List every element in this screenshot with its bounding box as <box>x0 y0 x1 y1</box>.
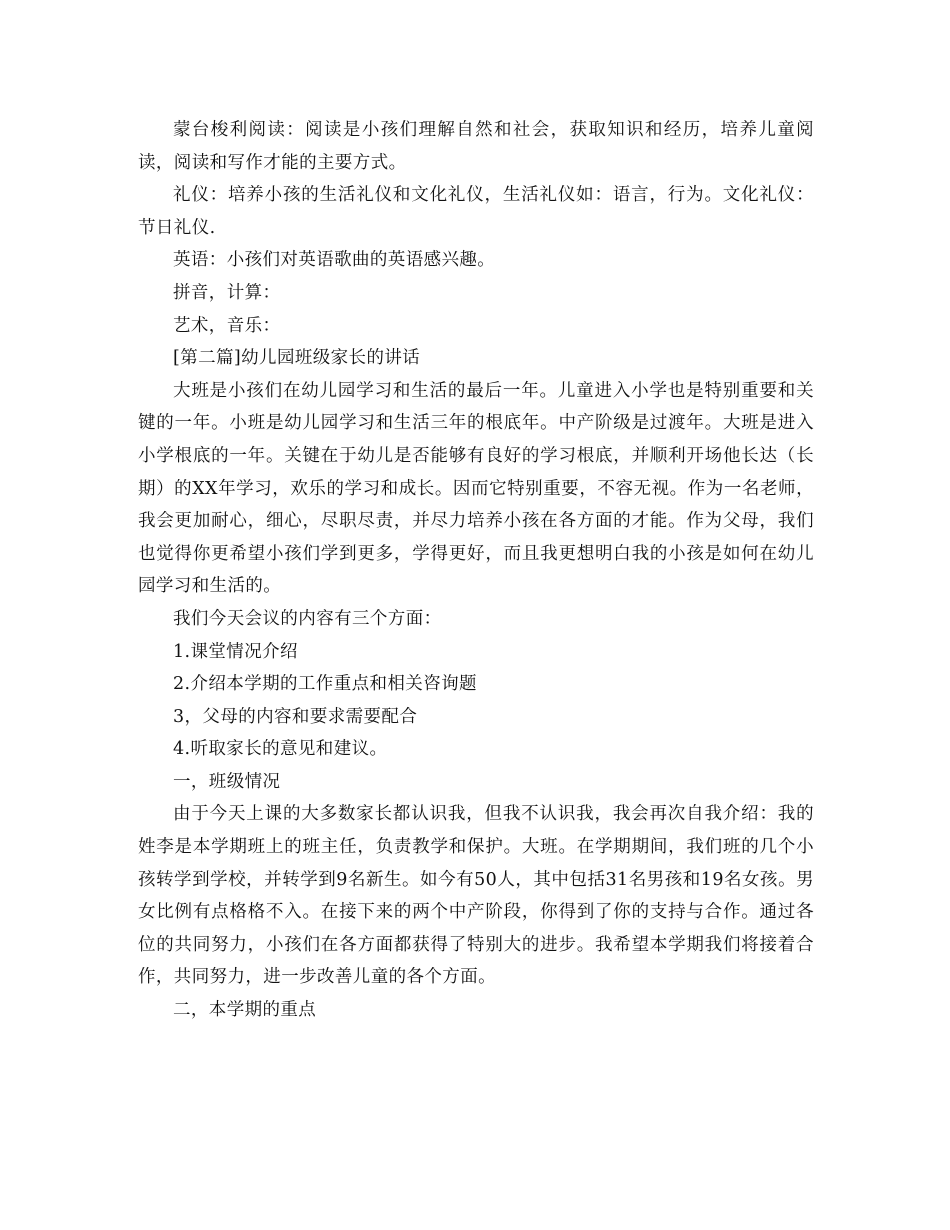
paragraph-class-situation: 由于今天上课的大多数家长都认识我，但我不认识我，我会再次自我介绍：我的姓李是本学期班上的班主任，负责教学和保护。大班。在学期期间，我们班的几个小孩转学到学校，并转学到9名新生。如今有50人，其中包括31名男孩和19名女孩。男女比例有点格格不入。在接下来的两个中产阶段，你得到了你的支持与合作。通过各位的共同努力，小孩们在各方面都获得了特别大的进步。我希望本学期我们将接着合作，共同努力，进一步改善儿童的各个方面。 <box>138 804 814 988</box>
paragraph-english: 英语：小孩们对英语歌曲的英语感兴趣。 <box>173 250 496 271</box>
section-heading-semester-focus: 二，本学期的重点 <box>173 1000 317 1021</box>
paragraph-art-music: 艺术，音乐： <box>173 315 281 336</box>
section-heading-second-article: [第二篇]幼儿园班级家长的讲话 <box>173 348 421 369</box>
paragraph-senior-class-intro: 大班是小孩们在幼儿园学习和生活的最后一年。儿童进入小学也是特别重要和关键的一年。小班是幼儿园学习和生活三年的根底年。中产阶级是过渡年。大班是进入小学根底的一年。关键在于幼儿是否能够有良好的学习根底，并顺利开场他长达（长期）的XX年学习，欢乐的学习和成长。因而它特别重要，不容无视。作为一名老师，我会更加耐心，细心，尽职尽责，并尽力培养小孩在各方面的才能。作为父母，我们也觉得你更希望小孩们学到更多，学得更好，而且我更想明白我的小孩是如何在幼儿园学习和生活的。 <box>138 380 814 597</box>
paragraph-pinyin-math: 拼音，计算： <box>173 282 281 303</box>
document-body <box>138 114 814 1027</box>
paragraph-meeting-agenda-intro: 我们今天会议的内容有三个方面： <box>173 608 442 629</box>
list-item-agenda-2: 2.介绍本学期的工作重点和相关咨询题 <box>173 674 477 695</box>
list-item-agenda-4: 4.听取家长的意见和建议。 <box>173 739 388 760</box>
paragraph-montessori-reading: 蒙台梭利阅读：阅读是小孩们理解自然和社会，获取知识和经历，培养儿童阅读，阅读和写作才能的主要方式。 <box>138 120 814 173</box>
list-item-agenda-3: 3，父母的内容和要求需要配合 <box>173 706 418 727</box>
list-item-agenda-1: 1.课堂情况介绍 <box>173 641 298 662</box>
section-heading-class-situation: 一，班级情况 <box>173 771 281 792</box>
paragraph-etiquette: 礼仪：培养小孩的生活礼仪和文化礼仪，生活礼仪如：语言，行为。文化礼仪：节日礼仪. <box>138 185 814 238</box>
